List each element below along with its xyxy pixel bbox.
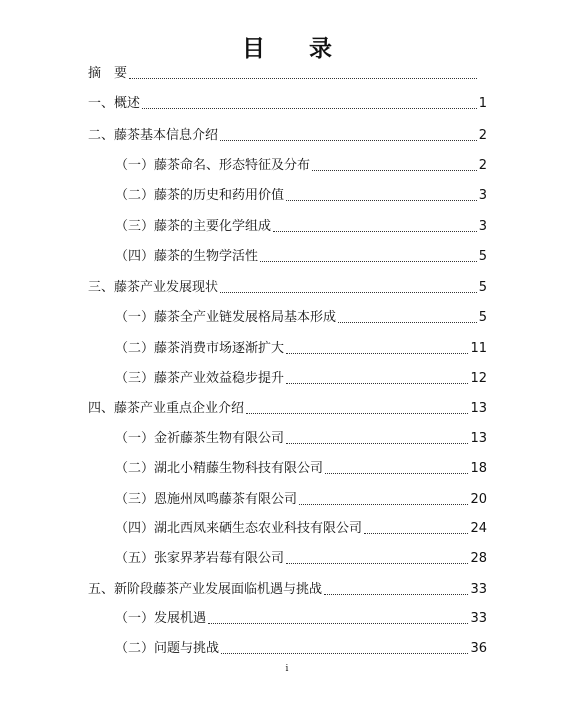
toc-page-number: 11 [470,341,487,356]
toc-leader [338,322,477,323]
toc-entry-section-3-2[interactable] [115,337,487,357]
toc-entry-section-2-3[interactable] [115,215,487,235]
toc-entry-section-3[interactable] [88,276,487,296]
toc-page-number: 5 [478,249,487,264]
toc-page-number: 20 [470,492,487,507]
toc-label: （三）恩施州凤鸣藤茶有限公司 [115,492,298,507]
toc-page-number: 3 [478,219,487,234]
toc-leader [260,261,477,262]
toc-label: 三、藤茶产业发展现状 [88,280,219,295]
toc-page-number: 33 [470,582,487,597]
toc-label: （二）藤茶的历史和药用价值 [115,188,285,203]
toc-entry-section-3-3[interactable] [115,367,487,387]
toc-label: （二）藤茶消费市场逐渐扩大 [115,341,285,356]
toc-entry-section-4[interactable] [88,397,487,417]
toc-leader [220,140,477,141]
toc-page-number: 13 [470,401,487,416]
toc-entry-section-4-3[interactable] [115,488,487,508]
toc-label: （一）藤茶命名、形态特征及分布 [115,158,311,173]
toc-entry-section-2-4[interactable] [115,245,487,265]
toc-label: （四）藤茶的生物学活性 [115,249,259,264]
toc-leader [286,563,468,564]
toc-label: （一）藤茶全产业链发展格局基本形成 [115,310,337,325]
toc-page-number: 2 [478,128,487,143]
toc-page-number: 36 [470,641,487,656]
toc-page-number: 12 [470,371,487,386]
toc-page-number: 28 [470,551,487,566]
toc-label: 一、概述 [88,96,141,111]
toc-label: （二）湖北小精藤生物科技有限公司 [115,461,324,476]
toc-page-number: 1 [478,96,487,111]
toc-label: 四、藤茶产业重点企业介绍 [88,401,245,416]
toc-entry-section-4-2[interactable] [115,457,487,477]
toc-leader [299,504,468,505]
toc-entry-section-5[interactable] [88,578,487,598]
toc-leader [286,443,468,444]
toc-page-number: 33 [470,611,487,626]
page-footer-number: i [285,664,289,674]
toc-leader [221,653,468,654]
toc-leader [246,413,468,414]
toc-leader [325,473,468,474]
page-title: 目 录 [241,36,350,62]
toc-label: （四）湖北西凤来硒生态农业科技有限公司 [115,521,363,536]
toc-entry-abstract[interactable] [88,62,487,82]
toc-entry-section-2-2[interactable] [115,184,487,204]
toc-page-number: 13 [470,431,487,446]
toc-leader [220,292,477,293]
toc-label: 摘 要 [88,66,128,81]
toc-leader [142,108,477,109]
toc-leader [208,623,468,624]
toc-leader [286,353,468,354]
toc-label: （一）金祈藤茶生物有限公司 [115,431,285,446]
toc-entry-section-4-5[interactable] [115,547,487,567]
toc-page-number: 5 [478,310,487,325]
toc-label: 二、藤茶基本信息介绍 [88,128,219,143]
toc-label: 五、新阶段藤茶产业发展面临机遇与挑战 [88,582,323,597]
toc-entry-section-5-2[interactable] [115,637,487,657]
toc-page-number: 5 [478,280,487,295]
toc-label: （三）藤茶的主要化学组成 [115,219,272,234]
toc-entry-section-5-1[interactable] [115,607,487,627]
toc-leader [312,170,477,171]
toc-leader [286,383,468,384]
toc-label: （一）发展机遇 [115,611,207,626]
toc-entry-section-1[interactable] [88,92,487,112]
toc-entry-section-4-1[interactable] [115,427,487,447]
toc-page-number: 18 [470,461,487,476]
toc-label: （五）张家界茅岩莓有限公司 [115,551,285,566]
toc-page-number: 24 [470,521,487,536]
toc-entry-section-2[interactable] [88,124,487,144]
toc-entry-section-2-1[interactable] [115,154,487,174]
toc-page-number: 2 [478,158,487,173]
toc-entry-section-4-4[interactable] [115,517,487,537]
toc-leader [364,533,468,534]
toc-label: （二）问题与挑战 [115,641,220,656]
toc-label: （三）藤茶产业效益稳步提升 [115,371,285,386]
toc-entry-section-3-1[interactable] [115,306,487,326]
toc-leader [286,200,477,201]
toc-leader [324,594,468,595]
toc-leader [129,78,477,79]
toc-page-number: 3 [478,188,487,203]
toc-leader [273,231,477,232]
